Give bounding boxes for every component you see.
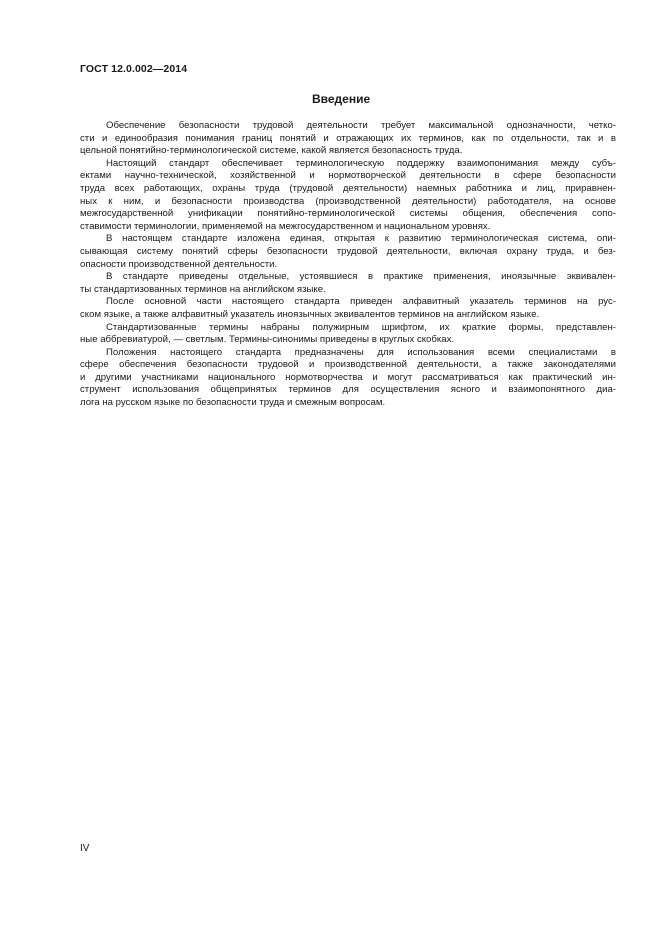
text-line: ском языке, а также алфавитный указатель иноязычных эквивалентов терминов на английском языке. bbox=[80, 308, 540, 320]
paragraph bbox=[80, 158, 616, 234]
text-line: Положения настоящего стандарта предназначены для использования всеми специалистами в bbox=[106, 346, 616, 358]
section-title-introduction: Введение bbox=[312, 92, 371, 106]
text-line: В настоящем стандарте изложена единая, открытая к развитию терминологическая система, опи- bbox=[106, 233, 616, 245]
text-line: лога на русском языке по безопасности труда и смежным вопросам. bbox=[80, 397, 386, 409]
text-line: ектами научно-технической, хозяйственной и нормотворческой деятельности в сфере безопасности bbox=[80, 170, 616, 182]
text-line: цельной понятийно-терминологической системе, какой является безопасность труда. bbox=[80, 145, 463, 157]
text-line: Настоящий стандарт обеспечивает терминологическую поддержку взаимопонимания между субъ- bbox=[106, 157, 616, 169]
text-line: сти и единообразия понимания границ понятий и отражающих их терминов, как по отдельности, так и в bbox=[80, 132, 616, 144]
text-line: Обеспечение безопасности трудовой деятельности требует максимальной однозначности, четко- bbox=[106, 120, 616, 131]
document-code-header: ГОСТ 12.0.002—2014 bbox=[80, 63, 188, 75]
paragraph bbox=[80, 322, 616, 347]
text-line: ные аббревиатурой, — светлым. Термины-синонимы приведены в круглых скобках. bbox=[80, 334, 455, 346]
text-line: ных к ним, и безопасности производства (производственной деятельности) работодателя, на основе bbox=[80, 195, 616, 207]
text-line: межгосударственной унификации понятийно-терминологической системы общения, обеспечения сопо- bbox=[80, 208, 616, 220]
text-line: сывающая систему понятий сферы безопасности трудовой деятельности, включая охрану труда, и без- bbox=[80, 245, 616, 257]
text-line: сфере обеспечения безопасности трудовой и производственной деятельности, а также законодателями bbox=[80, 359, 616, 371]
paragraph bbox=[80, 347, 616, 410]
text-line: ставимости терминологии, применяемой на межгосударственном и национальном уровнях. bbox=[80, 220, 491, 232]
text-line: В стандарте приведены отдельные, устоявшиеся в практике применения, иноязычные эквивален- bbox=[106, 271, 616, 283]
text-line: ты стандартизованных терминов на английском языке. bbox=[80, 283, 326, 295]
text-line: струмент использования общепринятых терминов для осуществления ясного и взаимопонятного диа- bbox=[80, 384, 616, 396]
paragraph bbox=[80, 271, 616, 296]
text-line: Стандартизованные термины набраны полужирным шрифтом, их краткие формы, представлен- bbox=[106, 321, 616, 333]
text-line: и другими участниками национального нормотворчества и могут рассматриваться как практический ин- bbox=[80, 371, 616, 383]
page-number: IV bbox=[80, 843, 90, 854]
text-line: опасности производственной деятельности. bbox=[80, 258, 278, 270]
introduction-body bbox=[80, 120, 616, 410]
text-line: После основной части настоящего стандарта приведен алфавитный указатель терминов на рус- bbox=[106, 296, 616, 308]
text-line: труда всех работающих, охраны труда (трудовой деятельности) наемных работника и лиц, приравнен- bbox=[80, 182, 616, 194]
paragraph bbox=[80, 120, 616, 158]
paragraph bbox=[80, 233, 616, 271]
paragraph bbox=[80, 296, 616, 321]
